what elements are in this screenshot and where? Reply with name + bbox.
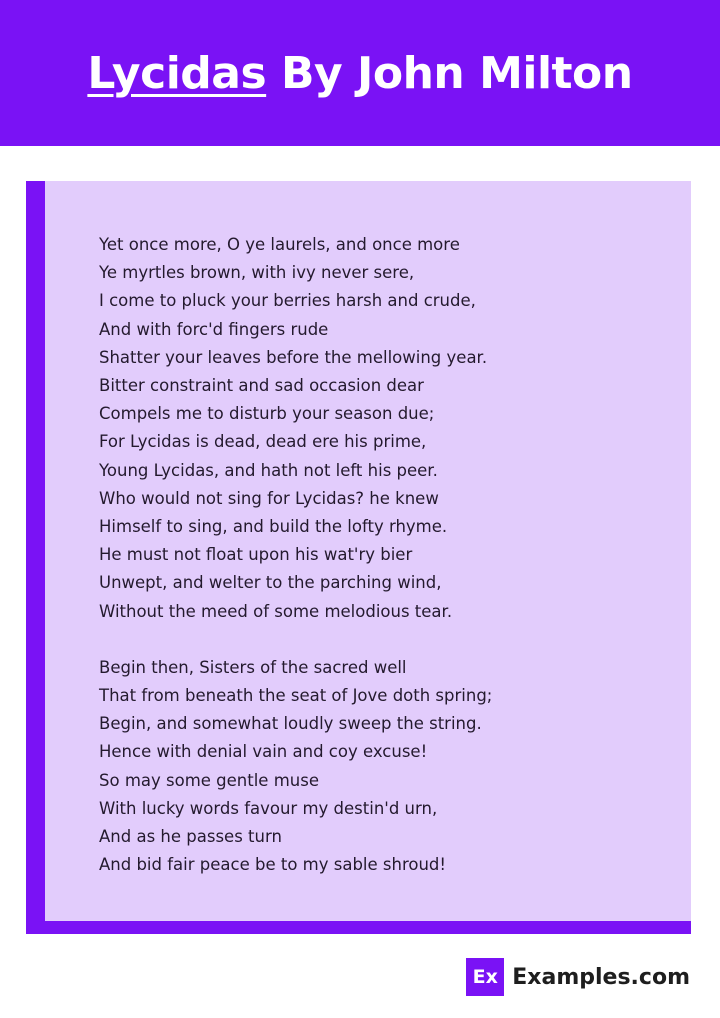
poem-line: I come to pluck your berries harsh and crude, — [99, 291, 476, 311]
poem-line: Who would not sing for Lycidas? he knew — [99, 488, 439, 508]
poem-line: And as he passes turn — [99, 827, 282, 847]
poem-line: Unwept, and welter to the parching wind, — [99, 573, 442, 593]
poem-line: That from beneath the seat of Jove doth spring; — [99, 686, 493, 706]
poem-line: Compels me to disturb your season due; — [99, 404, 435, 424]
title-author: By John Milton — [266, 47, 633, 99]
page-title — [87, 48, 632, 99]
poem-line: Bitter constraint and sad occasion dear — [99, 376, 424, 396]
poem-line: Shatter your leaves before the mellowing year. — [99, 347, 488, 367]
examples-logo-icon: Ex — [466, 958, 504, 996]
title-link[interactable]: Lycidas — [87, 47, 267, 99]
footer-logo[interactable] — [466, 958, 690, 996]
poem-line: And bid fair peace be to my sable shroud! — [99, 855, 447, 875]
poem-line: So may some gentle muse — [99, 770, 319, 790]
poem-stanza — [99, 231, 679, 626]
poem-line: Ye myrtles brown, with ivy never sere, — [99, 263, 415, 283]
poem-line: Yet once more, O ye laurels, and once more — [99, 235, 460, 254]
poem-panel — [45, 181, 691, 921]
poem-line: Begin then, Sisters of the sacred well — [99, 657, 407, 677]
poem-line: He must not float upon his wat'ry bier — [99, 545, 413, 565]
header-banner — [0, 0, 720, 146]
poem-text — [99, 231, 679, 907]
poem-line: Himself to sing, and build the lofty rhyme. — [99, 517, 448, 537]
poem-stanza — [99, 654, 679, 880]
brand-name: Examples.com — [512, 964, 690, 990]
poem-line: With lucky words favour my destin'd urn, — [99, 798, 438, 818]
poem-line: Hence with denial vain and coy excuse! — [99, 742, 428, 762]
poem-line: Without the meed of some melodious tear. — [99, 601, 453, 621]
poem-card — [26, 181, 691, 934]
poem-line: And with forc'd fingers rude — [99, 319, 329, 339]
poem-line: Begin, and somewhat loudly sweep the string. — [99, 714, 482, 734]
poem-line: Young Lycidas, and hath not left his peer. — [99, 460, 438, 480]
poem-line: For Lycidas is dead, dead ere his prime, — [99, 432, 427, 452]
